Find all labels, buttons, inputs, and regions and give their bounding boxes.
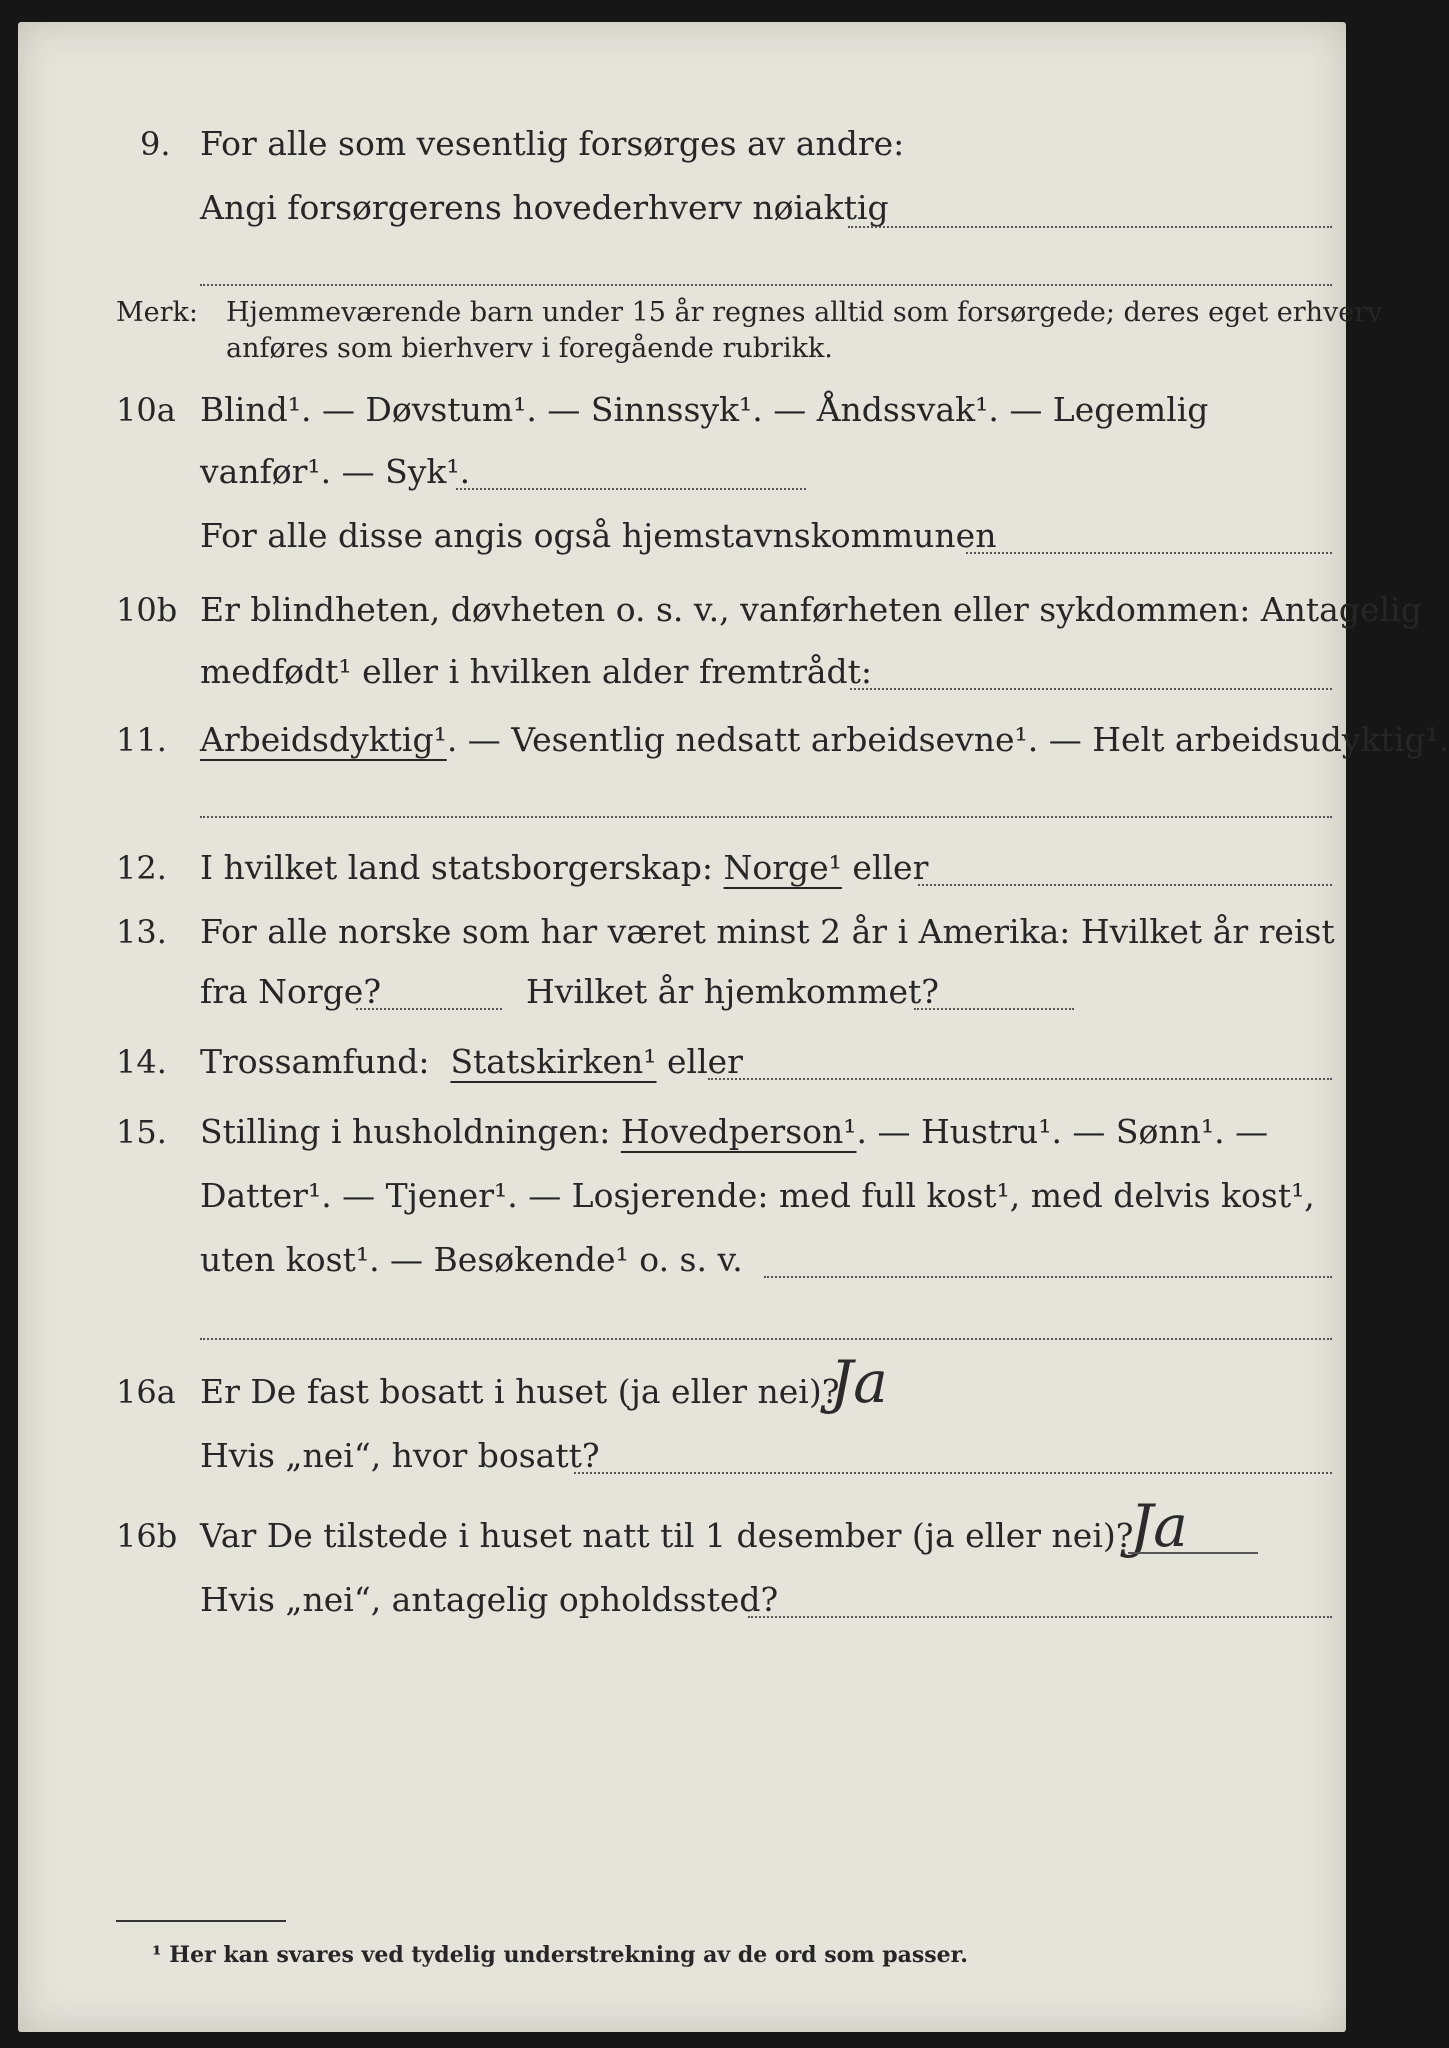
question-text: Datter¹. — Tjener¹. — Losjerende: med full kost¹, med delvis kost¹, [200, 1176, 1315, 1215]
question-text: For alle som vesentlig forsørges av andre: [200, 124, 905, 163]
note-text: anføres som bierhverv i foregående rubrikk. [226, 333, 833, 364]
answer-line [200, 284, 1332, 286]
question-prefix: I hvilket land statsborgerskap: [200, 848, 714, 887]
question-number: 13. [116, 913, 167, 951]
answer-line [918, 884, 1332, 886]
question-text: Er blindheten, døvheten o. s. v., vanførheten eller sykdommen: Antagelig [200, 590, 1422, 629]
answer-line [1128, 1552, 1258, 1554]
question-number: 10b [116, 591, 178, 629]
note-label: Merk: [116, 297, 198, 328]
answer-line [200, 816, 1332, 818]
answer-line [200, 1338, 1332, 1340]
option-rest: . — Hustru¹. — Sønn¹. — [856, 1112, 1269, 1151]
question-number: 10a [116, 391, 176, 429]
question-prefix: Trossamfund: [200, 1042, 430, 1081]
underlined-option: Norge¹ [723, 848, 842, 887]
footnote-rule [116, 1920, 286, 1922]
question-text: Angi forsørgerens hovederhverv nøiaktig [200, 188, 889, 227]
answer-line [356, 1008, 502, 1010]
answer-line [574, 1472, 1332, 1474]
answer-line [748, 1616, 1332, 1618]
handwritten-answer: Ja [1130, 1492, 1188, 1560]
question-text: Hvilket år hjemkommet? [526, 972, 939, 1011]
option-rest: . — Vesentlig nedsatt arbeidsevne¹. — Helt arbeidsudyktig¹. [446, 720, 1449, 759]
answer-line [456, 488, 806, 490]
question-number: 16b [116, 1517, 178, 1555]
question-text [200, 1042, 743, 1082]
answer-line [966, 552, 1332, 554]
answer-line [850, 688, 1332, 690]
question-text: Hvis „nei“, hvor bosatt? [200, 1436, 600, 1475]
question-text: Er De fast bosatt i huset (ja eller nei)? [200, 1372, 840, 1411]
question-prefix: Stilling i husholdningen: [200, 1112, 611, 1151]
answer-line [848, 226, 1332, 228]
note-text: Hjemmeværende barn under 15 år regnes alltid som forsørgede; deres eget erhverv [226, 297, 1383, 328]
question-text [200, 848, 928, 888]
underlined-option: Hovedperson¹ [620, 1112, 857, 1151]
question-number: 16a [116, 1373, 176, 1411]
question-text [200, 720, 1449, 760]
census-form-page [18, 22, 1449, 2032]
question-number: 11. [116, 721, 167, 759]
question-text: medfødt¹ eller i hvilken alder fremtrådt: [200, 652, 873, 691]
question-text: Blind¹. — Døvstum¹. — Sinnssyk¹. — Åndssvak¹. — Legemlig [200, 390, 1209, 429]
answer-line [708, 1078, 1332, 1080]
question-suffix: eller [852, 848, 929, 887]
question-text: For alle norske som har været minst 2 år i Amerika: Hvilket år reist [200, 912, 1335, 951]
question-number: 12. [116, 849, 167, 887]
question-number: 15. [116, 1113, 167, 1151]
question-text: Var De tilstede i huset natt til 1 desember (ja eller nei)? [200, 1516, 1134, 1555]
question-text: fra Norge? [200, 972, 382, 1011]
question-text: Hvis „nei“, antagelig opholdssted? [200, 1580, 779, 1619]
handwritten-answer: Ja [830, 1348, 888, 1416]
answer-line [914, 1008, 1074, 1010]
question-number: 9. [140, 125, 171, 163]
question-number: 14. [116, 1043, 167, 1081]
underlined-option: Statskirken¹ [450, 1042, 657, 1081]
footnote: ¹ Her kan svares ved tydelig understrekning av de ord som passer. [152, 1942, 968, 1968]
question-text: uten kost¹. — Besøkende¹ o. s. v. [200, 1240, 743, 1279]
question-text: For alle disse angis også hjemstavnskommunen [200, 516, 997, 555]
question-text [200, 1112, 1268, 1152]
question-suffix: eller [667, 1042, 743, 1081]
underlined-option: Arbeidsdyktig¹ [200, 720, 447, 759]
answer-line [764, 1276, 1332, 1278]
question-text: vanfør¹. — Syk¹. [200, 452, 471, 491]
